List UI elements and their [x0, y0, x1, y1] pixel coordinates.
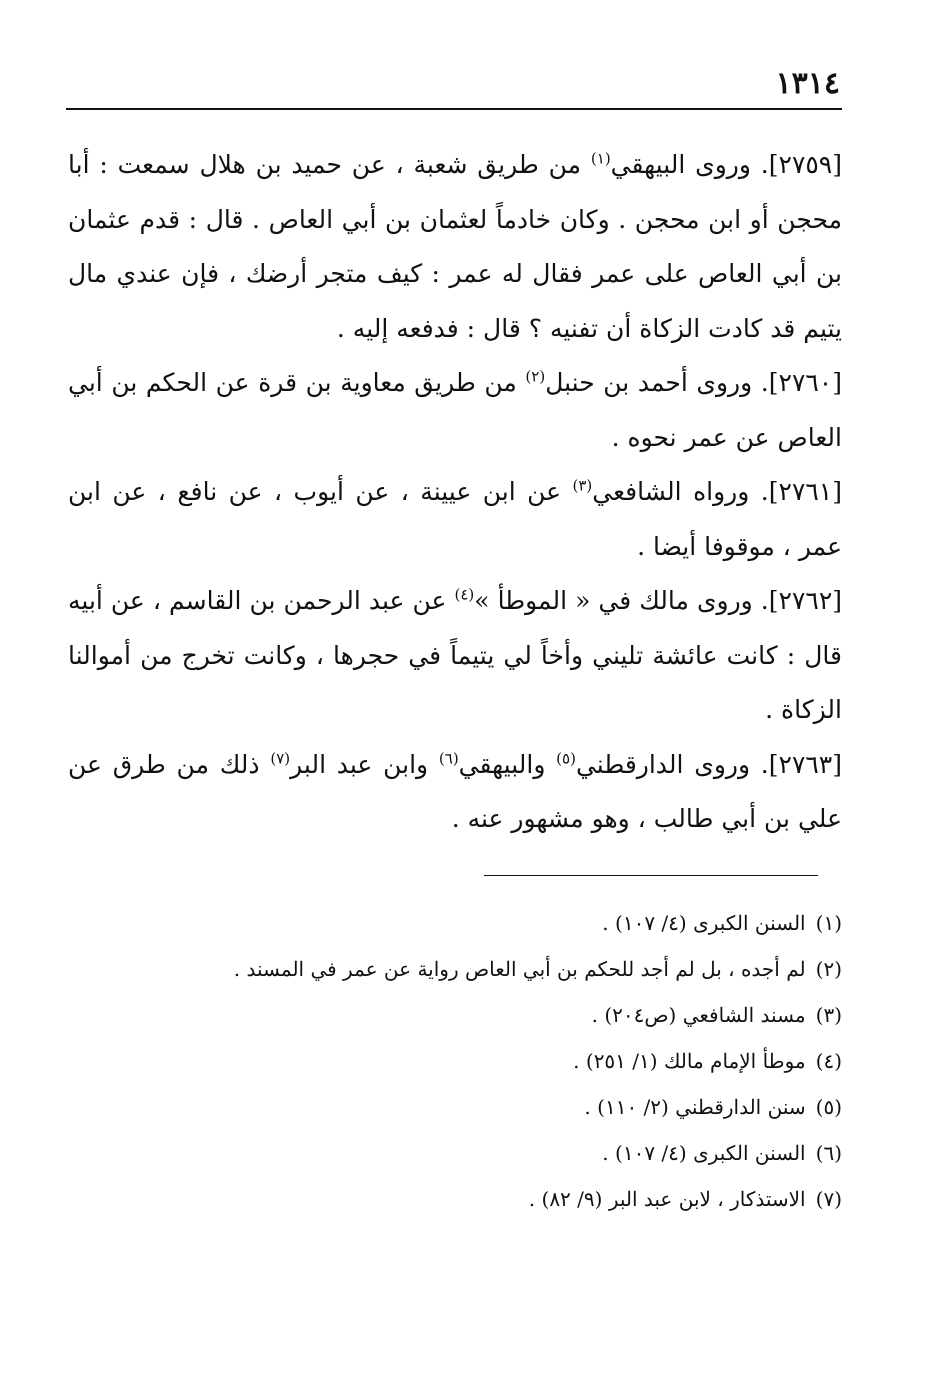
footnote-text: سنن الدارقطني (٢/ ١١٠) .	[584, 1095, 806, 1119]
footnote-item	[68, 900, 842, 946]
paragraph-2761	[68, 465, 842, 574]
paragraph-text-start: . وروى أحمد بن حنبل	[545, 368, 769, 397]
paragraph-number: [٢٧٦٠]	[768, 368, 842, 397]
footnote-mark: (٥)	[815, 1095, 842, 1119]
main-text	[68, 138, 842, 847]
paragraph-text: من طريق معاوية بن قرة عن الحكم بن أبي العاص عن عمر نحوه .	[68, 368, 842, 452]
paragraph-number: [٢٧٦٣]	[768, 749, 842, 779]
paragraph-2763	[68, 738, 842, 847]
footnote-mark: (٤)	[815, 1049, 842, 1073]
paragraph-text-mid: والبيهقي	[458, 749, 557, 779]
footnote-item	[68, 992, 842, 1038]
footnote-separator	[484, 875, 818, 876]
paragraph-text: عن ابن عيينة ، عن أيوب ، عن نافع ، عن ابن عمر ، موقوفا أيضا .	[68, 477, 842, 561]
paragraph-text-mid: وابن عبد البر	[290, 749, 439, 779]
page-number: ١٣١٤	[775, 66, 840, 101]
header-rule	[66, 108, 842, 110]
footnote-item	[68, 1038, 842, 1084]
footnote-item	[68, 1176, 842, 1222]
paragraph-text: من طريق شعبة ، عن حميد بن هلال سمعت : أبا محجن أو ابن محجن . وكان خادماً لعثمان بن أبي العاص . قال : قدم عثمان بن أبي العاص على عمر فقال له عمر : كيف متجر أرضك ، فإن عندي مال يتيم قد كادت الزكاة أن تفنيه ؟ قال : فدفعه إليه .	[68, 150, 842, 343]
footnote-text: لم أجده ، بل لم أجد للحكم بن أبي العاص رواية عن عمر في المسند .	[233, 957, 806, 981]
paragraph-text: عن عبد الرحمن بن القاسم ، عن أبيه قال : كانت عائشة تليني وأخاً لي يتيماً في حجرها ، وكانت تخرج من أموالنا الزكاة .	[68, 586, 842, 724]
paragraph-text-start: . وروى الدارقطني	[575, 749, 769, 779]
footnotes	[68, 900, 842, 1222]
paragraph-2760	[68, 356, 842, 465]
paragraph-text: ذلك من طرق عن علي بن أبي طالب ، وهو مشهور عنه .	[68, 749, 842, 833]
footnote-ref[interactable]: (١)	[590, 149, 611, 168]
footnote-mark: (٦)	[815, 1141, 842, 1165]
footnote-mark: (٣)	[815, 1003, 842, 1027]
paragraph-2759	[68, 138, 842, 356]
paragraph-number: [٢٧٦١]	[768, 477, 842, 506]
footnote-text: السنن الكبرى (٤/ ١٠٧) .	[602, 911, 806, 935]
footnote-text: موطأ الإمام مالك (١/ ٢٥١) .	[573, 1049, 806, 1073]
footnote-ref[interactable]: (٤)	[454, 585, 475, 604]
footnote-mark: (١)	[815, 911, 842, 935]
paragraph-text-start: . وروى مالك في « الموطأ »	[474, 586, 769, 615]
footnote-ref[interactable]: (٥)	[556, 749, 576, 768]
footnote-ref[interactable]: (٦)	[438, 749, 459, 768]
footnote-ref[interactable]: (٢)	[525, 367, 546, 386]
paragraph-2762	[68, 574, 842, 738]
paragraph-number: [٢٧٦٢]	[768, 586, 843, 615]
footnote-text: الاستذكار ، لابن عبد البر (٩/ ٨٢) .	[528, 1187, 806, 1211]
paragraph-text-start: . وروى البيهقي	[610, 150, 769, 179]
footnote-mark: (٢)	[815, 957, 842, 981]
paragraph-number: [٢٧٥٩]	[768, 150, 842, 179]
footnote-ref[interactable]: (٧)	[270, 749, 291, 768]
footnote-text: مسند الشافعي (ص٢٠٤) .	[591, 1003, 806, 1027]
footnote-ref[interactable]: (٣)	[572, 476, 593, 495]
paragraph-text-start: . ورواه الشافعي	[592, 477, 769, 506]
footnote-mark: (٧)	[815, 1187, 842, 1211]
footnote-text: السنن الكبرى (٤/ ١٠٧) .	[602, 1141, 806, 1165]
footnote-item	[68, 1130, 842, 1176]
footnote-item	[68, 946, 842, 992]
footnote-item	[68, 1084, 842, 1130]
